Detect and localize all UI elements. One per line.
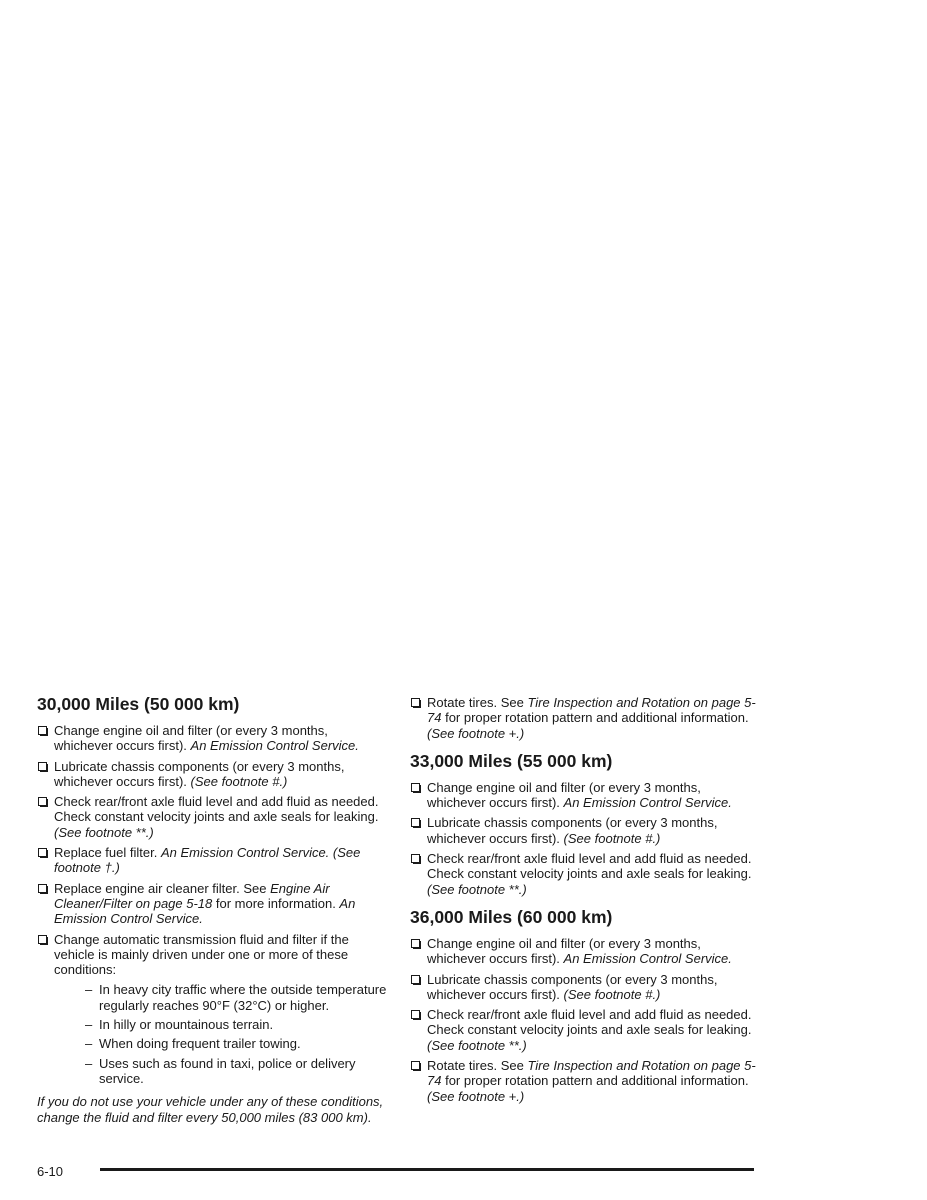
checklist-item: Replace engine air cleaner filter. See Engine Air Cleaner/Filter on page 5-18 for more information. An Emission Control Service. <box>37 881 387 927</box>
checkbox-icon <box>411 1061 420 1070</box>
checklist-item: Rotate tires. See Tire Inspection and Rotation on page 5-74 for proper rotation pattern and additional information. (See footnote +.) <box>410 695 760 741</box>
section-heading-30000: 30,000 Miles (50 000 km) <box>37 694 240 714</box>
checklist-item: Check rear/front axle fluid level and add fluid as needed. Check constant velocity joints and axle seals for leaking. (See footnote **.) <box>410 851 760 897</box>
dash-marker: – <box>85 1017 93 1033</box>
condition-item: – When doing frequent trailer towing. <box>85 1036 301 1052</box>
checklist-item: Rotate tires. See Tire Inspection and Rotation on page 5-74 for proper rotation pattern and additional information. (See footnote +.) <box>410 1058 760 1104</box>
footer-rule <box>100 1168 754 1171</box>
right-column <box>410 695 760 1109</box>
dash-marker: – <box>85 1055 93 1071</box>
checkbox-icon <box>38 935 47 944</box>
checkbox-icon <box>411 783 420 792</box>
checkbox-icon <box>38 848 47 857</box>
checkbox-icon <box>411 854 420 863</box>
checkbox-icon <box>38 884 47 893</box>
checkbox-icon <box>411 818 420 827</box>
left-column <box>37 693 387 1125</box>
checkbox-icon <box>38 762 47 771</box>
checkbox-icon <box>411 1010 420 1019</box>
checklist-item: Lubricate chassis components (or every 3 months, whichever occurs first). (See footnote #.) <box>37 759 387 790</box>
page-number: 6-10 <box>37 1164 64 1179</box>
checklist-item: Change automatic transmission fluid and filter if the vehicle is mainly driven under one or more of these conditions: <box>37 932 387 978</box>
checklist-item: Change engine oil and filter (or every 3 months, whichever occurs first). An Emission Control Service. <box>410 780 760 811</box>
checkbox-icon <box>411 939 420 948</box>
checklist-item: Lubricate chassis components (or every 3 months, whichever occurs first). (See footnote #.) <box>410 972 760 1003</box>
checklist-item: Change engine oil and filter (or every 3 months, whichever occurs first). An Emission Control Service. <box>410 936 760 967</box>
checklist-item: Lubricate chassis components (or every 3 months, whichever occurs first). (See footnote #.) <box>410 815 760 846</box>
dash-marker: – <box>85 1036 93 1052</box>
checkbox-icon <box>38 797 47 806</box>
checklist-item: Change engine oil and filter (or every 3 months, whichever occurs first). An Emission Control Service. <box>37 723 387 754</box>
checkbox-icon <box>411 975 420 984</box>
dash-marker: – <box>85 982 93 998</box>
condition-item: – Uses such as found in taxi, police or delivery service. <box>85 1055 356 1086</box>
condition-item: – In hilly or mountainous terrain. <box>85 1017 274 1033</box>
transmission-note: If you do not use your vehicle under any of these conditions, change the fluid and filter every 50,000 miles (83 000 km). <box>37 1094 384 1125</box>
checklist-item: Replace fuel filter. An Emission Control Service. (See footnote †.) <box>37 845 387 876</box>
section-heading-36000: 36,000 Miles (60 000 km) <box>410 906 613 927</box>
checklist-item: Check rear/front axle fluid level and add fluid as needed. Check constant velocity joints and axle seals for leaking. (See footnote **.) <box>37 794 387 840</box>
condition-item: – In heavy city traffic where the outside temperature regularly reaches 90°F (32°C) or higher. <box>85 982 387 1013</box>
checkbox-icon <box>411 698 420 707</box>
checkbox-icon <box>38 726 47 735</box>
checklist-item: Check rear/front axle fluid level and add fluid as needed. Check constant velocity joints and axle seals for leaking. (See footnote **.) <box>410 1007 760 1053</box>
section-heading-33000: 33,000 Miles (55 000 km) <box>410 750 613 771</box>
